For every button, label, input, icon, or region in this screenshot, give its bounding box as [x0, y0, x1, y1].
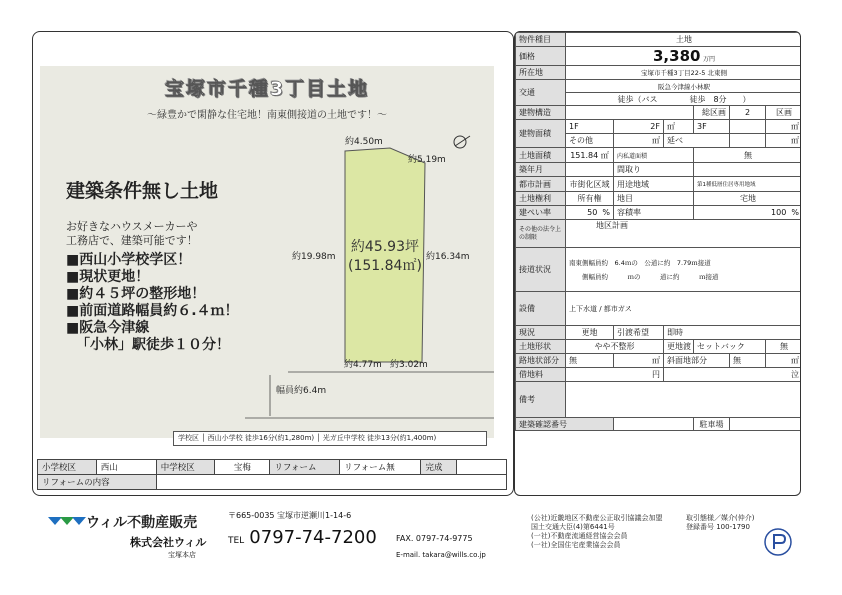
school-district-note: 学校区 │ 西山小学校 徒歩16分(約1,280m) │ 光ガ丘中学校 徒歩13分(約1,400m) [173, 431, 487, 446]
junior-label: 中学校区 [156, 460, 215, 475]
dim-bottom-2: 約3.02m [390, 360, 428, 370]
intro-line: お好きなハウスメーカーや [66, 220, 198, 233]
property-spec-table: 物件種目 土地 価格 3,380 万円 所在地 宝塚市千種3丁目22-5 北東側 交通 阪急今津線小林駅 徒歩（バス 徒歩 8分 ） 建物構造 総区画 2 区画 建物面積 1F 2F ㎡ 3F ㎡ その他 ㎡ 延べ ㎡ 土地面積 151.84 ㎡ 内私道面積 無 築年月 間取り 都市計画 市街化区域 用途地域 第1種低層住居専用地域 土地権利 所有権 地目 宅地 建ぺい率 50 % 容積率 100 % その他の法令上の制限 地区計画 接道状況 南東側幅員約 6.4ｍの 公道に約 7.79ｍ接道 側幅員約 ｍの 道に約 ｍ接道 設備 上下水道 / 都市ガス 現況 更地 引渡希望 即時 土地形状 やや不整形 更地渡 セットバック 無 路地状部分 無 ㎡ 斜面地部分 無 ㎡ 借地料 円 泣 備考 建築確認番号 駐車場 [514, 31, 801, 496]
road-width: 幅員約6.4m [276, 386, 327, 396]
feature-item: ■前面道路幅員約６.４ｍ！ [66, 303, 239, 319]
company-fax: FAX. 0797-74-9775 [396, 534, 473, 543]
feature-item: ■西山小学校学区！ [66, 252, 192, 268]
feature-item: ■現状更地！ [66, 269, 150, 285]
done-label: 完成 [421, 460, 457, 475]
association-list: (公社)近畿地区不動産公正取引協議会加盟 国土交通大臣(4)第6441号 (一社)不動産流通経営協会会員 (一社)全国住宅産業協会会員 [531, 514, 663, 549]
junior-value: 宝梅 [215, 460, 270, 475]
reform-value: リフォーム無 [340, 460, 421, 475]
company-brand: ウィル不動産販売 [86, 515, 198, 531]
company-address: 〒665-0035 宝塚市逆瀬川1-14-6 [228, 511, 352, 520]
elem-value: 西山 [96, 460, 156, 475]
company-tel: TEL 0797-74-7200 [228, 527, 377, 548]
dim-diag: 約5.19m [408, 155, 446, 165]
feature-item: ■阪急今津線 [66, 320, 150, 336]
area-label: 約45.93坪 (151.84㎡) [348, 239, 422, 274]
dim-bottom-1: 約4.77m [344, 360, 382, 370]
dim-top: 約4.50m [345, 137, 383, 147]
intro-line: 工務店で、建築可能です！ [66, 234, 198, 247]
headline: 建築条件無し土地 [66, 180, 219, 202]
feature-item: 「小林」駅徒歩１０分！ [76, 337, 230, 353]
company-logo-icon [46, 513, 86, 529]
branch-name: 宝塚本店 [168, 551, 196, 559]
flyer-subtitle: ～緑豊かで閑静な住宅地！南東側接道の土地です！～ [147, 110, 387, 121]
reform-content-label: リフォームの内容 [38, 475, 157, 490]
fair-trade-seal-icon [763, 527, 793, 557]
company-name: 株式会社ウィル [130, 536, 207, 549]
transaction-info: 取引態様／媒介(仲介) 登録番号 100-1790 [686, 514, 755, 531]
dim-left: 約19.98m [292, 252, 336, 262]
feature-item: ■約４５坪の整形地！ [66, 286, 206, 302]
dim-right: 約16.34m [426, 252, 470, 262]
reform-label: リフォーム [270, 460, 340, 475]
flyer-title: 宝塚市千種3丁目土地 [164, 78, 370, 100]
company-email: E-mail. takara@wills.co.jp [396, 551, 486, 559]
property-illustration [40, 66, 494, 438]
elem-label: 小学校区 [38, 460, 97, 475]
school-reform-table [37, 459, 507, 490]
